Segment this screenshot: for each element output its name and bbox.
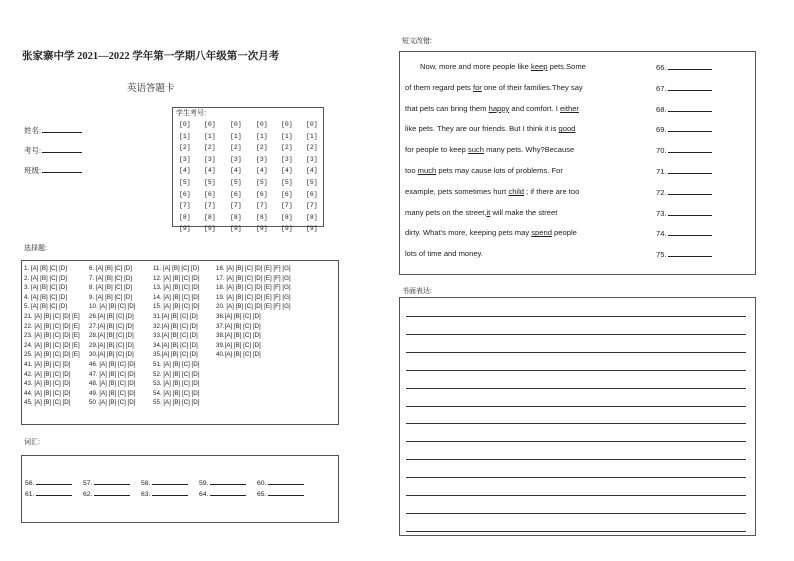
passage-text: ; if there are too (524, 186, 580, 196)
id-digit-bubble[interactable]: [2] (281, 144, 293, 152)
writing-box (399, 297, 756, 536)
choice-question[interactable]: 25. [A] [B] [C] [D] [E] (24, 351, 80, 359)
class-blank[interactable] (42, 165, 82, 173)
error-correction-label: 短文改错: (402, 38, 432, 45)
choice-question[interactable]: 13. [A] [B] [C] [D] (153, 284, 200, 292)
correction-number: 68. (656, 104, 667, 114)
id-digit-bubble[interactable]: [9] (256, 225, 268, 233)
id-digit-bubble[interactable]: [3] (179, 155, 191, 163)
choice-question[interactable]: 19. [A] [B] [C] [D] [E] [F] [G] (216, 293, 291, 301)
id-digit-column (256, 119, 272, 235)
correction-answer (656, 83, 712, 93)
choice-question[interactable]: 15. [A] [B] [C] [D] (153, 303, 200, 311)
correction-number: 66. (656, 63, 667, 72)
vocab-item (83, 478, 141, 487)
choice-question[interactable]: 24. [A] [B] [C] [D] [E] (24, 341, 80, 349)
choice-question[interactable]: 16. [A] [B] [C] [D] [E] [F] [G] (216, 265, 291, 272)
error-word[interactable]: it (486, 207, 491, 217)
correction-blank[interactable] (668, 187, 712, 195)
choice-question[interactable]: 53. [A] [B] [C] [D] (153, 380, 200, 388)
choice-question[interactable]: 2. [A] [B] [C] [D] (24, 274, 67, 282)
error-word[interactable]: keep (531, 62, 548, 71)
id-digit-bubble[interactable]: [2] (230, 144, 242, 152)
passage-text: pets may cause lots of problems. For (436, 166, 563, 175)
vocab-blank[interactable] (94, 489, 130, 496)
passage-line (405, 104, 579, 113)
choice-question[interactable]: 17. [A] [B] [C] [D] [E] [F] [G] (216, 274, 291, 282)
choice-question[interactable]: 40.[A] [B] [C] [D] (216, 351, 261, 359)
error-word[interactable]: child (508, 186, 525, 196)
choice-question[interactable]: 30.[A] [B] [C] [D] (89, 351, 134, 359)
vocab-number: 64. (199, 491, 209, 498)
choice-question[interactable]: 32.[A] [B] [C] [D] (153, 322, 198, 330)
choice-question[interactable]: 34.[A] [B] [C] [D] (153, 341, 198, 349)
vocab-number: 58. (141, 480, 151, 487)
error-word[interactable]: spend (531, 228, 552, 238)
correction-blank[interactable] (668, 104, 712, 112)
passage-line (405, 83, 583, 92)
choice-column-3 (153, 264, 199, 408)
id-digit-bubble[interactable]: [3] (306, 155, 318, 163)
vocab-blank[interactable] (210, 489, 246, 496)
passage-text: pets.Some (547, 62, 586, 71)
id-digit-bubble[interactable]: [6] (204, 190, 216, 198)
writing-line[interactable] (406, 423, 746, 424)
id-digit-column (230, 119, 246, 235)
choice-question[interactable]: 3. [A] [B] [C] [D] (24, 284, 67, 292)
class-field (24, 165, 82, 176)
choice-question[interactable]: 50 .[A] [B] [C] [D] (89, 399, 136, 407)
choice-question[interactable]: 54. [A] [B] [C] [D] (153, 389, 200, 397)
id-digit-bubble[interactable]: [0] (306, 121, 318, 128)
id-digit-bubble[interactable]: [5] (230, 178, 242, 186)
writing-line[interactable] (406, 406, 746, 407)
id-digit-bubble[interactable]: [8] (230, 213, 242, 221)
vocab-answer-box (21, 455, 339, 523)
writing-line[interactable] (406, 441, 746, 442)
id-digit-bubble[interactable]: [8] (179, 213, 191, 221)
id-digit-bubble[interactable]: [9] (204, 225, 216, 233)
passage-line (405, 166, 563, 175)
choice-question[interactable]: 4. [A] [B] [C] [D] (24, 293, 67, 301)
error-word[interactable]: happy (488, 103, 510, 113)
vocab-blank[interactable] (152, 478, 188, 485)
id-digit-column (204, 119, 220, 235)
choice-question[interactable]: 18. [A] [B] [C] [D] [E] [F] [G] (216, 284, 291, 292)
choice-question[interactable]: 33.[A] [B] [C] [D] (153, 332, 198, 340)
passage-text: Now, more and more people like (420, 62, 532, 71)
id-digit-bubble[interactable]: [0] (179, 121, 191, 128)
writing-line[interactable] (406, 352, 746, 353)
vocab-item (199, 489, 257, 498)
correction-number: 70. (656, 146, 667, 156)
passage-text: many pets. Why?Because (483, 145, 575, 155)
correction-answer (656, 62, 712, 72)
passage-line (405, 145, 574, 154)
choice-question[interactable]: 26.[A] [B] [C] [D] (89, 312, 134, 320)
choice-question[interactable]: 1. [A] [B] [C] [D] (24, 265, 67, 272)
choice-question[interactable]: 47. [A] [B] [C] [D] (89, 370, 136, 378)
vocab-item (25, 478, 83, 487)
vocab-item (257, 478, 315, 487)
id-digit-bubble[interactable]: [4] (204, 167, 216, 175)
id-digit-bubble[interactable]: [2] (179, 144, 191, 152)
id-digit-bubble[interactable]: [7] (306, 202, 318, 210)
id-digit-bubble[interactable]: [9] (281, 225, 293, 233)
choice-question[interactable]: 36.[A] [B] [C] [D] (216, 312, 261, 320)
id-digit-bubble[interactable]: [4] (179, 167, 191, 175)
id-digit-bubble[interactable]: [1] (306, 132, 318, 140)
choice-question[interactable]: 11. [A] [B] [C] [D] (153, 265, 199, 272)
id-digit-bubble[interactable]: [2] (256, 144, 268, 152)
id-digit-bubble[interactable]: [8] (306, 213, 318, 221)
choice-question[interactable]: 46. [A] [B] [C] [D] (89, 360, 136, 368)
id-digit-bubble[interactable]: [9] (179, 225, 191, 233)
id-digit-bubble[interactable]: [1] (281, 132, 293, 140)
writing-line[interactable] (406, 334, 746, 335)
vocab-blank[interactable] (94, 478, 130, 485)
choice-question[interactable]: 41. [A] [B] [C] [D] (24, 360, 71, 368)
choice-question[interactable]: 39.[A] [B] [C] [D] (216, 341, 261, 349)
id-digit-bubble[interactable]: [0] (256, 121, 268, 128)
passage-line (405, 124, 575, 133)
passage-text: for people to keep (405, 145, 468, 155)
choice-column-1 (24, 264, 80, 408)
id-digit-bubble[interactable]: [3] (281, 155, 293, 163)
error-word[interactable]: for (472, 82, 482, 92)
correction-answer (656, 208, 712, 218)
correction-answer (656, 166, 712, 176)
writing-line[interactable] (406, 316, 746, 317)
choice-column-4 (216, 264, 291, 360)
class-label: 班级: (24, 166, 42, 175)
correction-blank[interactable] (668, 249, 712, 257)
id-digit-bubble[interactable]: [8] (204, 213, 216, 221)
card-subtitle: 英语答题卡 (127, 84, 175, 94)
vocab-blank[interactable] (210, 478, 246, 485)
name-label: 姓名: (24, 126, 42, 135)
choice-question[interactable]: 12. [A] [B] [C] [D] (153, 274, 200, 282)
writing-line[interactable] (406, 531, 746, 532)
choice-question[interactable]: 45. [A] [B] [C] [D] (24, 399, 71, 407)
id-digit-bubble[interactable]: [7] (204, 202, 216, 210)
choice-question[interactable]: 35.[A] [B] [C] [D] (153, 351, 198, 359)
passage-text: lots of time and money. (405, 249, 483, 259)
id-digit-bubble[interactable]: [1] (256, 132, 268, 140)
id-digit-bubble[interactable]: [4] (256, 167, 268, 175)
choice-question[interactable]: 49. [A] [B] [C] [D] (89, 389, 136, 397)
correction-blank[interactable] (668, 145, 712, 153)
correction-number: 67. (656, 83, 667, 93)
correction-answer (656, 249, 712, 259)
correction-answer (656, 187, 712, 197)
correction-answer (656, 228, 712, 238)
passage-line (405, 228, 577, 237)
id-digit-bubble[interactable]: [6] (179, 190, 191, 198)
passage-text: many pets on the street, (405, 207, 487, 217)
writing-line[interactable] (406, 513, 746, 514)
correction-blank[interactable] (668, 83, 712, 91)
choice-question[interactable]: 43. [A] [B] [C] [D] (24, 380, 71, 388)
id-digit-column (281, 119, 297, 235)
writing-line[interactable] (406, 495, 746, 496)
number-field (24, 145, 82, 156)
choice-question[interactable]: 20. [A] [B] [C] [D] [E] [F] [G] (216, 303, 291, 311)
writing-section-label: 书面表达: (402, 288, 432, 295)
choice-question[interactable]: 14. [A] [B] [C] [D] (153, 293, 200, 301)
correction-blank[interactable] (668, 166, 712, 174)
choice-question[interactable]: 28.[A] [B] [C] [D] (89, 332, 134, 340)
passage-line (405, 187, 579, 196)
name-blank[interactable] (42, 125, 82, 133)
id-digit-bubble[interactable]: [2] (306, 144, 318, 152)
choice-question[interactable]: 37.[A] [B] [C] [D] (216, 322, 261, 330)
id-digit-bubble[interactable]: [0] (204, 121, 216, 128)
error-word[interactable]: such (467, 145, 484, 155)
vocab-item (199, 478, 257, 487)
passage-text: and comfort. I (509, 103, 560, 113)
passage-text: will make the street (490, 207, 558, 217)
id-digit-bubble[interactable]: [6] (230, 190, 242, 198)
choice-question[interactable]: 10. [A] [B] [C] [D] (89, 303, 136, 311)
id-digit-bubble[interactable]: [2] (204, 144, 216, 152)
id-digit-bubble[interactable]: [1] (179, 132, 191, 140)
id-digit-bubble[interactable]: [7] (230, 202, 242, 210)
id-digit-bubble[interactable]: [0] (230, 121, 242, 128)
id-digit-bubble[interactable]: [6] (256, 190, 268, 198)
vocab-number: 57. (83, 480, 93, 487)
vocab-number: 59. (199, 480, 209, 487)
choice-question[interactable]: 31.[A] [B] [C] [D] (153, 312, 198, 320)
choice-question[interactable]: 23. [A] [B] [C] [D] [E] (24, 332, 80, 340)
id-digit-bubble[interactable]: [7] (281, 202, 293, 210)
choice-column-2 (89, 264, 135, 408)
id-digit-bubble[interactable]: [6] (306, 190, 318, 198)
correction-answer (656, 104, 712, 114)
choice-question[interactable]: 48. [A] [B] [C] [D] (89, 380, 136, 388)
correction-blank[interactable] (668, 124, 712, 132)
passage-text: too (405, 166, 418, 175)
choice-section-label: 选择题: (24, 245, 47, 252)
number-label: 考号: (24, 146, 42, 155)
number-blank[interactable] (42, 145, 82, 153)
id-digit-bubble[interactable]: [8] (281, 213, 293, 221)
choice-answer-box (21, 260, 339, 425)
choice-question[interactable]: 51. [A] [B] [C] [D] (153, 360, 200, 368)
vocab-blank[interactable] (36, 478, 72, 485)
id-digit-bubble[interactable]: [1] (204, 132, 216, 140)
correction-number: 69. (656, 125, 667, 135)
id-digit-bubble[interactable]: [3] (256, 155, 268, 163)
writing-line[interactable] (406, 477, 746, 478)
vocab-section-label: 词汇: (24, 439, 40, 446)
id-digit-bubble[interactable]: [5] (306, 178, 318, 186)
choice-question[interactable]: 38.[A] [B] [C] [D] (216, 332, 261, 340)
passage-line (405, 208, 557, 217)
writing-line[interactable] (406, 459, 746, 460)
vocab-number: 62. (83, 491, 93, 498)
correction-blank[interactable] (668, 228, 712, 236)
error-word[interactable]: good (558, 124, 576, 134)
id-digit-bubble[interactable]: [8] (256, 213, 268, 221)
vocab-number: 61. (25, 491, 35, 498)
vocab-row-1 (25, 478, 315, 487)
name-field (24, 125, 82, 136)
id-digit-bubble[interactable]: [5] (204, 178, 216, 186)
vocab-number: 65. (257, 491, 267, 498)
id-digit-bubble[interactable]: [7] (179, 202, 191, 210)
id-digit-column (306, 119, 322, 235)
choice-question[interactable]: 22. [A] [B] [C] [D] [E] (24, 322, 80, 330)
choice-question[interactable]: 29.[A] [B] [C] [D] (89, 341, 134, 349)
choice-question[interactable]: 21. [A] [B] [C] [D] [E] (24, 312, 80, 320)
writing-line[interactable] (406, 388, 746, 389)
id-digit-bubble[interactable]: [5] (256, 178, 268, 186)
passage-text: of them regard pets (405, 82, 473, 92)
passage-text: example, pets sometimes hurt (405, 186, 509, 196)
choice-question[interactable]: 9. [A] [B] [C] [D] (89, 293, 132, 301)
correction-number: 73. (656, 208, 667, 218)
id-digit-bubble[interactable]: [1] (230, 132, 242, 140)
passage-line (420, 62, 586, 71)
id-digit-bubble[interactable]: [6] (281, 190, 293, 198)
correction-answer (656, 145, 712, 155)
vocab-item (83, 489, 141, 498)
id-digit-bubble[interactable]: [5] (281, 178, 293, 186)
vocab-blank[interactable] (268, 478, 304, 485)
error-word[interactable]: either (559, 103, 579, 113)
correction-blank[interactable] (668, 62, 712, 70)
id-digit-column (179, 119, 195, 235)
correction-answer (656, 124, 712, 134)
error-correction-box (399, 51, 756, 275)
passage-text: like pets. They are our friends. But I think it is (405, 124, 559, 134)
choice-question[interactable]: 7. [A] [B] [C] [D] (89, 274, 132, 282)
passage-text: that pets can bring them (405, 103, 489, 113)
id-digit-columns (172, 107, 324, 233)
vocab-item (141, 489, 199, 498)
correction-number: 72. (656, 187, 667, 197)
passage-line (405, 249, 483, 258)
id-digit-bubble[interactable]: [5] (179, 178, 191, 186)
id-digit-bubble[interactable]: [4] (230, 167, 242, 175)
choice-question[interactable]: 55. [A] [B] [C] [D] (153, 399, 200, 407)
id-digit-bubble[interactable]: [4] (306, 167, 318, 175)
passage-text: one of their families.They say (481, 82, 583, 92)
id-digit-bubble[interactable]: [0] (281, 121, 293, 128)
id-digit-bubble[interactable]: [7] (256, 202, 268, 210)
vocab-item (257, 489, 315, 498)
exam-title: 张家寨中学 2021—2022 学年第一学期八年级第一次月考 (22, 51, 280, 62)
choice-question[interactable]: 5. [A] [B] [C] [D] (24, 303, 67, 311)
vocab-item (141, 478, 199, 487)
vocab-blank[interactable] (268, 489, 304, 496)
id-digit-bubble[interactable]: [3] (230, 155, 242, 163)
correction-number: 71. (656, 167, 667, 176)
id-digit-bubble[interactable]: [9] (306, 225, 318, 233)
choice-question[interactable]: 42. [A] [B] [C] [D] (24, 370, 71, 378)
choice-question[interactable]: 44. [A] [B] [C] [D] (24, 389, 71, 397)
id-digit-bubble[interactable]: [9] (230, 225, 242, 233)
correction-number: 74. (656, 229, 667, 239)
vocab-blank[interactable] (36, 489, 72, 496)
student-id-label: 学生考号: (176, 110, 206, 117)
choice-question[interactable]: 27.[A] [B] [C] [D] (89, 322, 134, 330)
passage-text: people (551, 228, 577, 238)
choice-question[interactable]: 52. [A] [B] [C] [D] (153, 370, 200, 378)
choice-question[interactable]: 6. [A] [B] [C] [D] (89, 265, 132, 272)
vocab-blank[interactable] (152, 489, 188, 496)
writing-line[interactable] (406, 370, 746, 371)
id-digit-bubble[interactable]: [3] (204, 155, 216, 163)
error-word[interactable]: much (417, 166, 437, 175)
correction-number: 75. (656, 250, 667, 260)
choice-question[interactable]: 8. [A] [B] [C] [D] (89, 284, 132, 292)
id-digit-bubble[interactable]: [4] (281, 167, 293, 175)
vocab-item (25, 489, 83, 498)
passage-text: dirty. What's more, keeping pets may (405, 228, 532, 238)
vocab-number: 63. (141, 491, 151, 498)
vocab-number: 56. (25, 480, 35, 487)
vocab-number: 60. (257, 480, 267, 487)
vocab-row-2 (25, 489, 315, 498)
correction-blank[interactable] (668, 208, 712, 216)
